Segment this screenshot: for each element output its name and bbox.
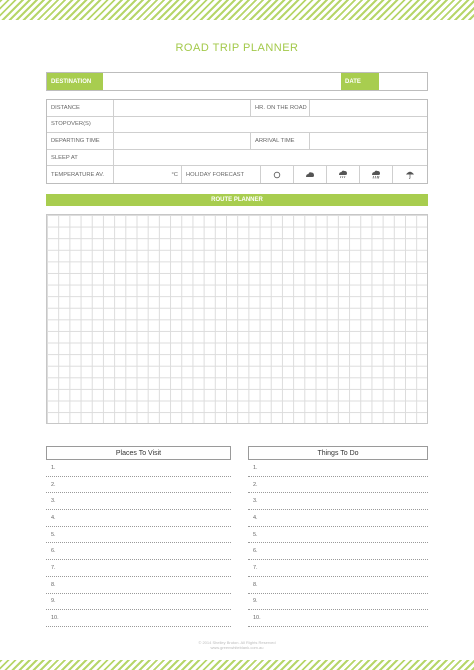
list-item[interactable]: 2.: [248, 477, 428, 494]
arrival-time-label: ARRIVAL TIME: [251, 133, 310, 149]
destination-label: DESTINATION: [47, 73, 103, 90]
cloud-icon[interactable]: [294, 166, 327, 183]
list-item[interactable]: 5.: [46, 527, 231, 544]
sun-icon[interactable]: [261, 166, 294, 183]
list-item[interactable]: 8.: [46, 577, 231, 594]
list-item[interactable]: 6.: [46, 543, 231, 560]
places-to-visit-section: [46, 446, 231, 627]
list-item[interactable]: 2.: [46, 477, 231, 494]
sleep-at-label: SLEEP AT: [47, 150, 114, 166]
places-to-visit-title: Places To Visit: [46, 446, 231, 460]
holiday-forecast-label: HOLIDAY FORECAST: [182, 166, 261, 183]
distance-label: DISTANCE: [47, 100, 114, 116]
hr-on-road-field[interactable]: [310, 100, 427, 116]
date-label: DATE: [341, 73, 379, 90]
destination-row: [46, 72, 428, 91]
list-item[interactable]: 9.: [248, 594, 428, 611]
list-item[interactable]: 4.: [248, 510, 428, 527]
date-field[interactable]: [379, 73, 427, 90]
destination-field[interactable]: [103, 73, 341, 90]
info-row-temperature: [47, 166, 427, 183]
list-item[interactable]: 7.: [46, 560, 231, 577]
list-item[interactable]: 7.: [248, 560, 428, 577]
top-stripe-decoration: [0, 0, 474, 20]
footer-credits: [0, 640, 474, 650]
stopovers-label: STOPOVER(S): [47, 117, 114, 133]
sleep-at-field[interactable]: [114, 150, 427, 166]
info-row-distance: [47, 100, 427, 117]
info-row-times: [47, 133, 427, 150]
list-item[interactable]: 10.: [46, 610, 231, 627]
departing-time-label: DEPARTING TIME: [47, 133, 114, 149]
route-planner-grid[interactable]: [46, 214, 428, 424]
hr-on-road-label: HR. ON THE ROAD: [251, 100, 310, 116]
distance-field[interactable]: [114, 100, 251, 116]
umbrella-icon[interactable]: [393, 166, 427, 183]
cloud-heavy-rain-icon[interactable]: [360, 166, 393, 183]
trip-info-table: [46, 99, 428, 184]
info-row-sleep: [47, 150, 427, 167]
footer-copyright: © 2014 Shelley Bruton. All Rights Reserved: [198, 640, 276, 645]
cloud-rain-icon[interactable]: [327, 166, 360, 183]
temperature-unit: °C: [171, 171, 178, 178]
list-item[interactable]: 3.: [248, 493, 428, 510]
route-planner-header: ROUTE PLANNER: [46, 194, 428, 206]
bottom-stripe-decoration: [0, 660, 474, 670]
info-row-stopovers: [47, 117, 427, 134]
list-item[interactable]: 1.: [248, 460, 428, 477]
list-item[interactable]: 1.: [46, 460, 231, 477]
page-title: ROAD TRIP PLANNER: [175, 42, 299, 54]
list-item[interactable]: 3.: [46, 493, 231, 510]
footer-website: www.greenwhiteblank.com.au: [210, 645, 264, 650]
list-item[interactable]: 5.: [248, 527, 428, 544]
list-item[interactable]: 9.: [46, 594, 231, 611]
list-item[interactable]: 10.: [248, 610, 428, 627]
arrival-time-field[interactable]: [310, 133, 427, 149]
temperature-field[interactable]: [114, 166, 182, 183]
list-item[interactable]: 8.: [248, 577, 428, 594]
stopovers-field[interactable]: [114, 117, 427, 133]
departing-time-field[interactable]: [114, 133, 251, 149]
list-item[interactable]: 4.: [46, 510, 231, 527]
things-to-do-title: Things To Do: [248, 446, 428, 460]
things-to-do-section: [248, 446, 428, 627]
list-item[interactable]: 6.: [248, 543, 428, 560]
temperature-label: TEMPERATURE AV.: [47, 166, 114, 183]
